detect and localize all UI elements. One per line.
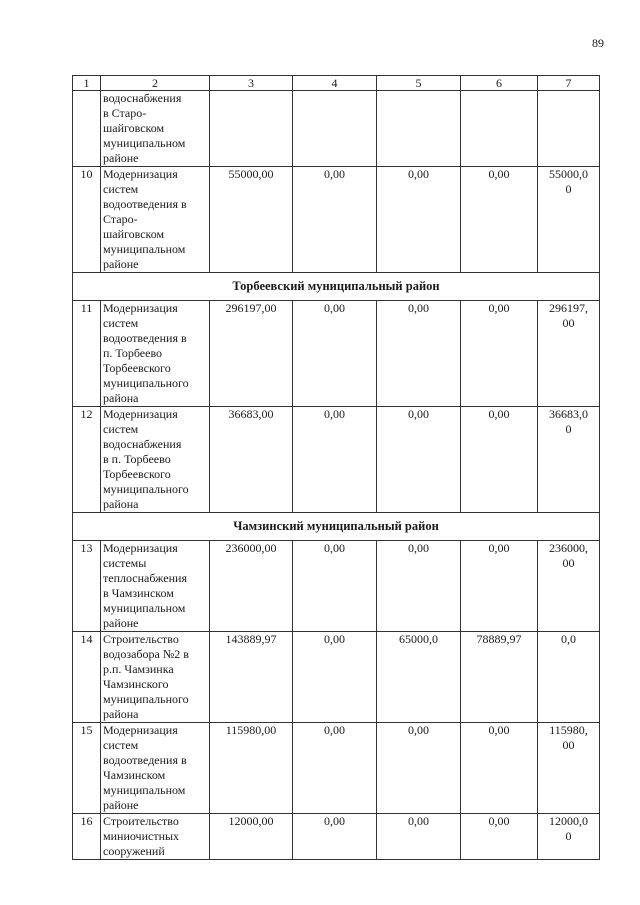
cell-col6 bbox=[461, 91, 538, 167]
row-name: Строительство водозабора №2 в р.п. Чамзинка Чамзинского муниципального района bbox=[101, 632, 210, 723]
program-table bbox=[72, 75, 600, 860]
table-header-row bbox=[73, 76, 600, 91]
cell-col4: 0,00 bbox=[293, 814, 377, 860]
cell-col6: 0,00 bbox=[461, 723, 538, 814]
page-number: 89 bbox=[592, 36, 604, 50]
table-row bbox=[73, 301, 600, 407]
cell-col5: 0,00 bbox=[377, 301, 461, 407]
cell-col3 bbox=[210, 91, 293, 167]
table-row bbox=[73, 167, 600, 273]
row-name: Модернизация систем водоснабжения в п. Торбеево Торбеевского муниципального района bbox=[101, 407, 210, 513]
row-number: 11 bbox=[73, 301, 101, 407]
table-row bbox=[73, 723, 600, 814]
cell-col6: 0,00 bbox=[461, 814, 538, 860]
header-cell-2: 2 bbox=[101, 76, 210, 91]
cell-col5: 0,00 bbox=[377, 814, 461, 860]
row-name: Строительство миниочистных сооружений bbox=[101, 814, 210, 860]
table-row bbox=[73, 814, 600, 860]
row-name: Модернизация системы теплоснабжения в Чамзинском муниципальном районе bbox=[101, 541, 210, 632]
cell-col3: 55000,00 bbox=[210, 167, 293, 273]
cell-col5: 0,00 bbox=[377, 167, 461, 273]
cell-col5: 0,00 bbox=[377, 407, 461, 513]
section-title: Торбеевский муниципальный район bbox=[73, 273, 600, 301]
cell-col7: 36683,0 0 bbox=[538, 407, 600, 513]
header-cell-7: 7 bbox=[538, 76, 600, 91]
cell-col5 bbox=[377, 91, 461, 167]
row-number bbox=[73, 91, 101, 167]
cell-col6: 0,00 bbox=[461, 301, 538, 407]
row-number: 12 bbox=[73, 407, 101, 513]
cell-col7 bbox=[538, 91, 600, 167]
row-number: 15 bbox=[73, 723, 101, 814]
row-number: 14 bbox=[73, 632, 101, 723]
cell-col4: 0,00 bbox=[293, 301, 377, 407]
cell-col4: 0,00 bbox=[293, 723, 377, 814]
row-name: водоснабжения в Старо- шайговском муниципальном районе bbox=[101, 91, 210, 167]
cell-col3: 36683,00 bbox=[210, 407, 293, 513]
table-row bbox=[73, 407, 600, 513]
section-row bbox=[73, 273, 600, 301]
table-row bbox=[73, 91, 600, 167]
cell-col4 bbox=[293, 91, 377, 167]
table-body bbox=[73, 76, 600, 860]
cell-col3: 236000,00 bbox=[210, 541, 293, 632]
section-row bbox=[73, 513, 600, 541]
cell-col6: 0,00 bbox=[461, 167, 538, 273]
table-row bbox=[73, 632, 600, 723]
header-cell-6: 6 bbox=[461, 76, 538, 91]
row-name: Модернизация систем водоотведения в Старо- шайговском муниципальном районе bbox=[101, 167, 210, 273]
row-number: 16 bbox=[73, 814, 101, 860]
cell-col7: 55000,0 0 bbox=[538, 167, 600, 273]
cell-col4: 0,00 bbox=[293, 167, 377, 273]
cell-col7: 296197, 00 bbox=[538, 301, 600, 407]
cell-col3: 12000,00 bbox=[210, 814, 293, 860]
cell-col5: 65000,0 bbox=[377, 632, 461, 723]
row-name: Модернизация систем водоотведения в п. Торбеево Торбеевского муниципального района bbox=[101, 301, 210, 407]
cell-col7: 12000,0 0 bbox=[538, 814, 600, 860]
table-row bbox=[73, 541, 600, 632]
cell-col7: 115980, 00 bbox=[538, 723, 600, 814]
cell-col4: 0,00 bbox=[293, 632, 377, 723]
header-cell-1: 1 bbox=[73, 76, 101, 91]
header-cell-4: 4 bbox=[293, 76, 377, 91]
cell-col3: 296197,00 bbox=[210, 301, 293, 407]
section-title: Чамзинский муниципальный район bbox=[73, 513, 600, 541]
cell-col4: 0,00 bbox=[293, 541, 377, 632]
cell-col4: 0,00 bbox=[293, 407, 377, 513]
cell-col6: 78889,97 bbox=[461, 632, 538, 723]
cell-col6: 0,00 bbox=[461, 541, 538, 632]
cell-col6: 0,00 bbox=[461, 407, 538, 513]
cell-col7: 0,0 bbox=[538, 632, 600, 723]
cell-col3: 143889,97 bbox=[210, 632, 293, 723]
header-cell-3: 3 bbox=[210, 76, 293, 91]
header-cell-5: 5 bbox=[377, 76, 461, 91]
row-number: 10 bbox=[73, 167, 101, 273]
row-number: 13 bbox=[73, 541, 101, 632]
cell-col5: 0,00 bbox=[377, 723, 461, 814]
cell-col5: 0,00 bbox=[377, 541, 461, 632]
cell-col7: 236000, 00 bbox=[538, 541, 600, 632]
cell-col3: 115980,00 bbox=[210, 723, 293, 814]
row-name: Модернизация систем водоотведения в Чамзинском муниципальном районе bbox=[101, 723, 210, 814]
